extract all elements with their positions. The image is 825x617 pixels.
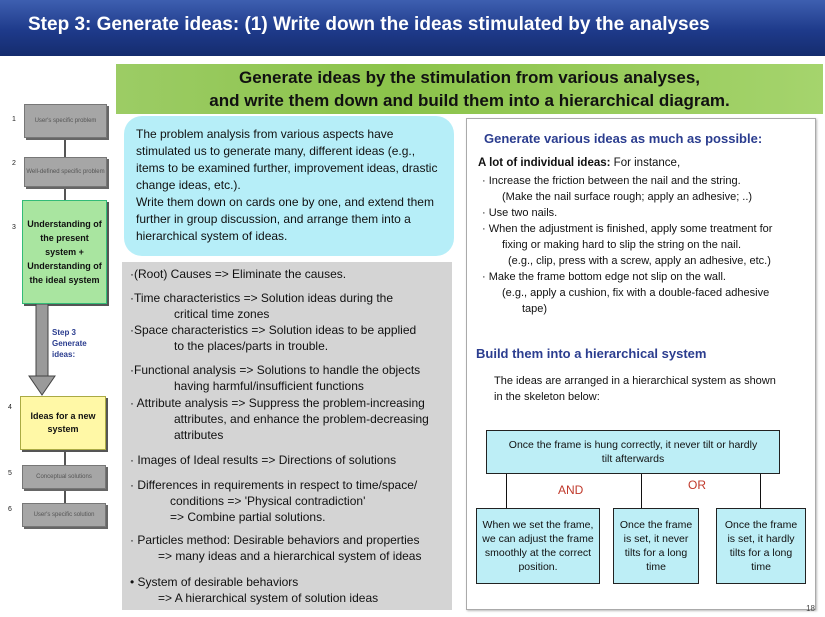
analysis-item — [130, 395, 448, 443]
step-number: 1 — [12, 116, 16, 123]
analysis-item — [130, 362, 448, 394]
analysis-line: ·Time characteristics => Solution ideas during the — [130, 291, 394, 305]
banner — [116, 64, 823, 114]
banner-line-1: Generate ideas by the stimulation from various analyses, — [238, 68, 701, 87]
idea-line: (e.g., apply a cushion, fix with a double-faced adhesive — [502, 287, 770, 299]
tree-connector — [506, 474, 507, 508]
ideas-list — [482, 173, 812, 317]
analysis-line: ·Functional analysis => Solutions to handle the objects — [130, 363, 421, 377]
analysis-item — [130, 574, 448, 606]
analysis-line: · Attribute analysis => Suppress the problem-increasing — [130, 396, 425, 410]
idea-line: (Make the nail surface rough; apply an adhesive; ..) — [502, 191, 753, 203]
analysis-line: critical time zones — [174, 307, 270, 321]
flow-box-3 — [22, 200, 107, 304]
tree-leaf-1: When we set the frame, we can adjust the frame smoothly at the correct position. — [476, 508, 600, 584]
analysis-line: attributes, and enhance the problem-decreasing attributes — [174, 412, 429, 442]
step-number: 5 — [8, 470, 12, 477]
tree-connector — [760, 474, 761, 508]
analysis-line: • System of desirable behaviors — [130, 575, 299, 589]
hierarchy-heading: Build them into a hierarchical system — [476, 346, 707, 361]
idea-line: · Use two nails. — [482, 207, 558, 219]
ideas-intro-bold: A lot of individual ideas: — [478, 157, 611, 169]
analysis-item — [130, 290, 448, 322]
intro-paragraph-2: Write them down on cards one by one, and extend them further in group discussion, and arrange them into a hierarchical system of ideas. — [136, 195, 434, 243]
analysis-line: · Particles method: Desirable behaviors and properties — [130, 533, 420, 547]
banner-line-2: and write them down and build them into a hierarchical diagram. — [209, 91, 730, 110]
analysis-item — [130, 322, 448, 354]
flow-box-2: Well-defined specific problem — [24, 157, 107, 187]
step-number: 3 — [12, 224, 16, 231]
flow-box-6: User's specific solution — [22, 503, 106, 527]
tree-leaf-3: Once the frame is set, it hardly tilts for a long time — [716, 508, 806, 584]
flow-box-3-label: Understanding of the present system + Understanding of the ideal system — [27, 219, 102, 285]
analysis-line: => A hierarchical system of solution ideas — [158, 591, 379, 605]
flow-connector — [64, 452, 66, 465]
idea-line: · Make the frame bottom edge not slip on the wall. — [482, 271, 726, 283]
analysis-line: => Combine partial solutions. — [170, 510, 326, 524]
idea-line: fixing or making hard to slip the string on the nail. — [502, 239, 742, 251]
tree-leaf-2: Once the frame is set, it never tilts for a long time — [613, 508, 699, 584]
analysis-line: · Differences in requirements in respect to time/space/ — [130, 478, 418, 492]
idea-line: tape) — [522, 303, 548, 315]
analysis-line: to the places/parts in trouble. — [174, 339, 329, 353]
analysis-line: ·(Root) Causes => Eliminate the causes. — [130, 267, 347, 281]
page-number: 18 — [806, 604, 815, 613]
flow-box-1: User's specific problem — [24, 104, 107, 138]
analysis-item — [130, 477, 448, 525]
step-number: 4 — [8, 404, 12, 411]
slide-title: Step 3: Generate ideas: (1) Write down the ideas stimulated by the analyses — [28, 14, 710, 35]
ideas-intro — [478, 155, 680, 171]
step-number: 6 — [8, 506, 12, 513]
analysis-line: conditions => 'Physical contradiction' — [170, 494, 366, 508]
analysis-line: => many ideas and a hierarchical system of ideas — [158, 549, 422, 563]
step3-label: Step 3 Generate ideas: — [52, 328, 87, 359]
and-label: AND — [558, 483, 584, 497]
flow-box-4 — [20, 396, 106, 450]
analysis-item — [130, 532, 448, 564]
flow-box-5: Conceptual solutions — [22, 465, 106, 489]
analysis-line: · Images of Ideal results => Directions of solutions — [130, 453, 397, 467]
idea-line: · When the adjustment is finished, apply some treatment for — [482, 223, 773, 235]
ideas-intro-rest: For instance, — [610, 157, 681, 169]
tree-root: Once the frame is hung correctly, it never tilt or hardly tilt afterwards — [486, 430, 780, 474]
or-label: OR — [688, 478, 706, 492]
intro-text — [136, 126, 441, 245]
step-number: 2 — [12, 160, 16, 167]
tree-connector — [641, 474, 642, 508]
flow-connector — [64, 491, 66, 503]
flow-box-4-label: Ideas for a new system — [30, 411, 96, 434]
idea-line: · Increase the friction between the nail and the string. — [482, 175, 741, 187]
flow-connector — [64, 189, 66, 200]
idea-line: (e.g., clip, press with a screw, apply an adhesive, etc.) — [508, 255, 771, 267]
flow-connector — [64, 140, 66, 157]
analysis-line: having harmful/insufficient functions — [174, 379, 364, 393]
analysis-line: ·Space characteristics => Solution ideas to be applied — [130, 323, 417, 337]
analysis-item — [130, 452, 448, 468]
analysis-item — [130, 266, 448, 282]
ideas-heading: Generate various ideas as much as possible: — [484, 131, 763, 146]
intro-paragraph-1: The problem analysis from various aspects have stimulated us to generate many, different ideas (e.g., items to be examined further, improvement ideas, drastic change ideas, etc.). — [136, 127, 438, 192]
hierarchy-text: The ideas are arranged in a hierarchical system as shown in the skeleton below: — [494, 375, 776, 403]
banner-text — [116, 66, 823, 112]
